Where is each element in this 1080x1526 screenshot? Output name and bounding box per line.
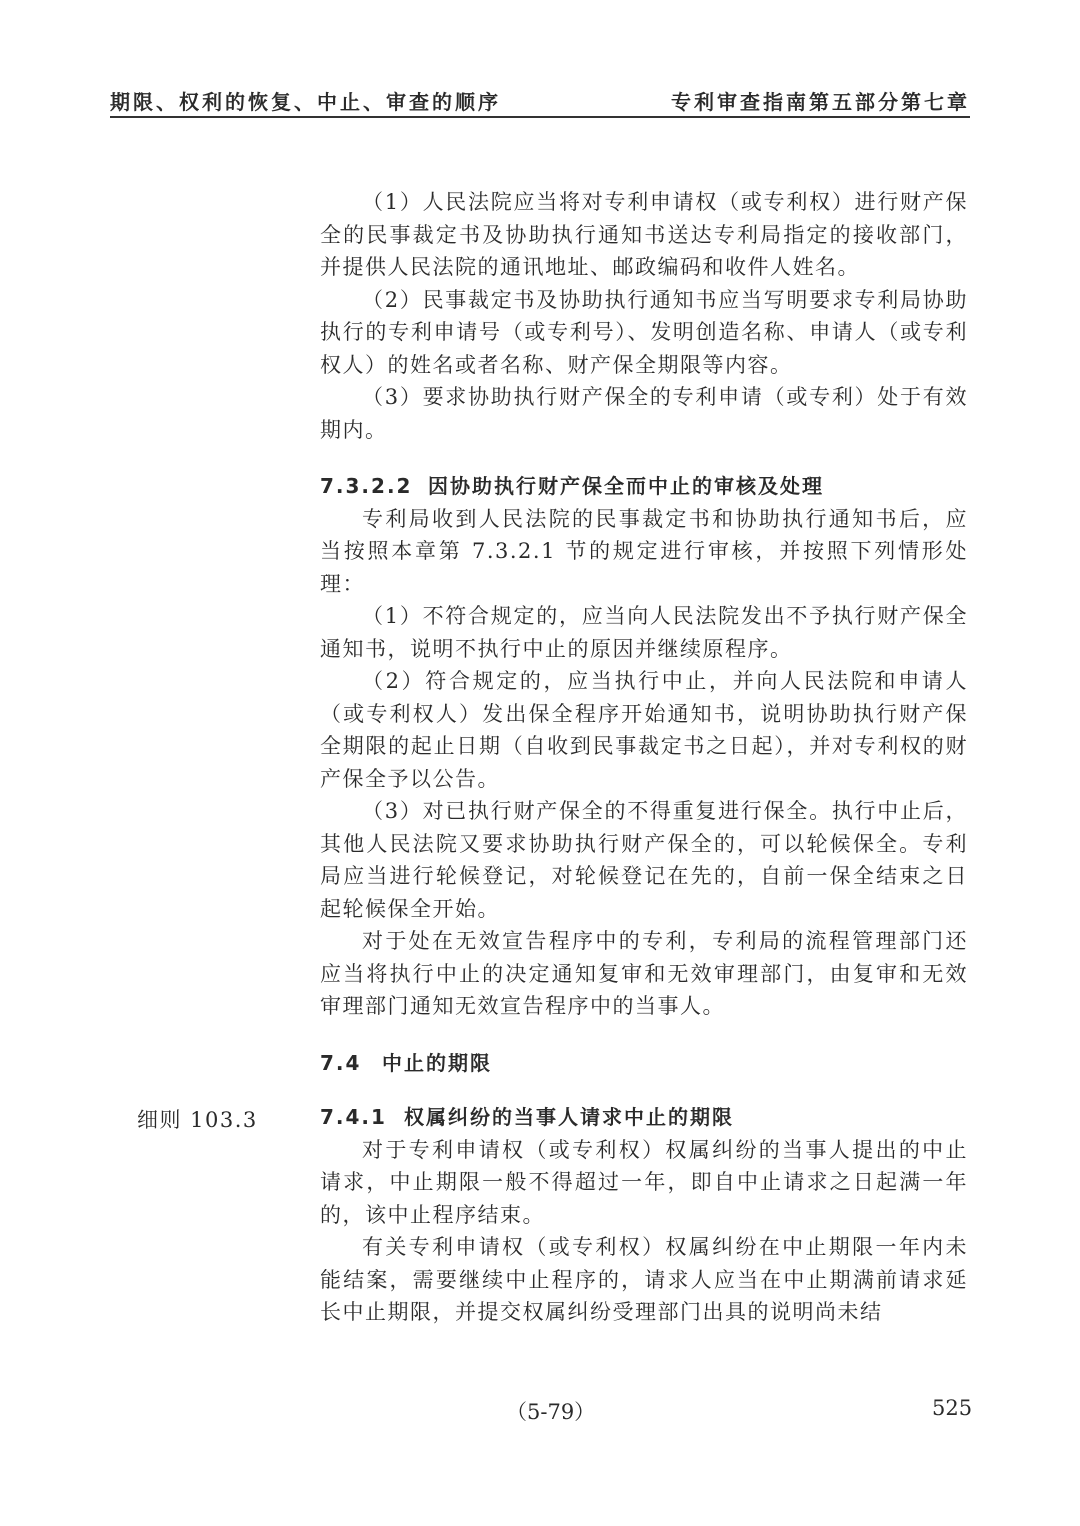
section-heading-7-4-1: [320, 1101, 968, 1134]
section-heading-7-3-2-2: [320, 470, 968, 503]
section-number: 7.4: [320, 1050, 362, 1075]
section-title: 中止的期限: [382, 1050, 492, 1075]
paragraph: （3）要求协助执行财产保全的专利申请（或专利）处于有效期内。: [320, 385, 968, 442]
section-title: 权属纠纷的当事人请求中止的期限: [404, 1105, 734, 1129]
paragraph: 有关专利申请权（或专利权）权属纠纷在中止期限一年内未能结案，需要继续中止程序的，请求人应当在中止期满前请求延长中止期限，并提交权属纠纷受理部门出具的说明尚未结: [320, 1235, 968, 1324]
section-number: 7.3.2.2: [320, 474, 413, 498]
footer-section-page: （5-79）: [506, 1400, 596, 1424]
header-chapter-title: 期限、权利的恢复、中止、审查的顺序: [110, 90, 501, 114]
paragraph: 对于专利申请权（或专利权）权属纠纷的当事人提出的中止请求，中止期限一般不得超过一年，即自中止请求之日起满一年的，该中止程序结束。: [320, 1137, 968, 1227]
section-number: 7.4.1: [320, 1105, 387, 1129]
paragraph: （2）民事裁定书及协助执行通知书应当写明要求专利局协助执行的专利申请号（或专利号）、发明创造名称、申请人（或专利权人）的姓名或者名称、财产保全期限等内容。: [320, 287, 968, 377]
paragraph: 专利局收到人民法院的民事裁定书和协助执行通知书后，应当按照本章第 7.3.2.1 节的规定进行审核，并按照下列情形处理：: [320, 506, 968, 596]
running-header: [110, 86, 970, 118]
page-number: 525: [932, 1396, 973, 1420]
paragraph: （1）不符合规定的，应当向人民法院发出不予执行财产保全通知书，说明不执行中止的原因并继续原程序。: [320, 604, 968, 661]
section-title: 因协助执行财产保全而中止的审核及处理: [428, 474, 824, 498]
header-book-title: 专利审查指南第五部分第七章: [671, 90, 970, 114]
margin-note-rule-reference: 细则 103.3: [137, 1108, 258, 1132]
page-body: [320, 186, 968, 1329]
paragraph: （2）符合规定的，应当执行中止，并向人民法院和申请人（或专利权人）发出保全程序开始通知书，说明协助执行财产保全期限的起止日期（自收到民事裁定书之日起），并对专利权的财产保全予以公告。: [320, 669, 968, 791]
paragraph: 对于处在无效宣告程序中的专利，专利局的流程管理部门还应当将执行中止的决定通知复审和无效审理部门，由复审和无效审理部门通知无效宣告程序中的当事人。: [320, 929, 968, 1018]
paragraph: （3）对已执行财产保全的不得重复进行保全。执行中止后，其他人民法院又要求协助执行财产保全的，可以轮候保全。专利局应当进行轮候登记，对轮候登记在先的，自前一保全结束之日起轮候保全开始。: [320, 799, 968, 921]
paragraph: （1）人民法院应当将对专利申请权（或专利权）进行财产保全的民事裁定书及协助执行通知书送达专利局指定的接收部门，并提供人民法院的通讯地址、邮政编码和收件人姓名。: [320, 190, 968, 279]
section-heading-7-4: [320, 1047, 968, 1080]
